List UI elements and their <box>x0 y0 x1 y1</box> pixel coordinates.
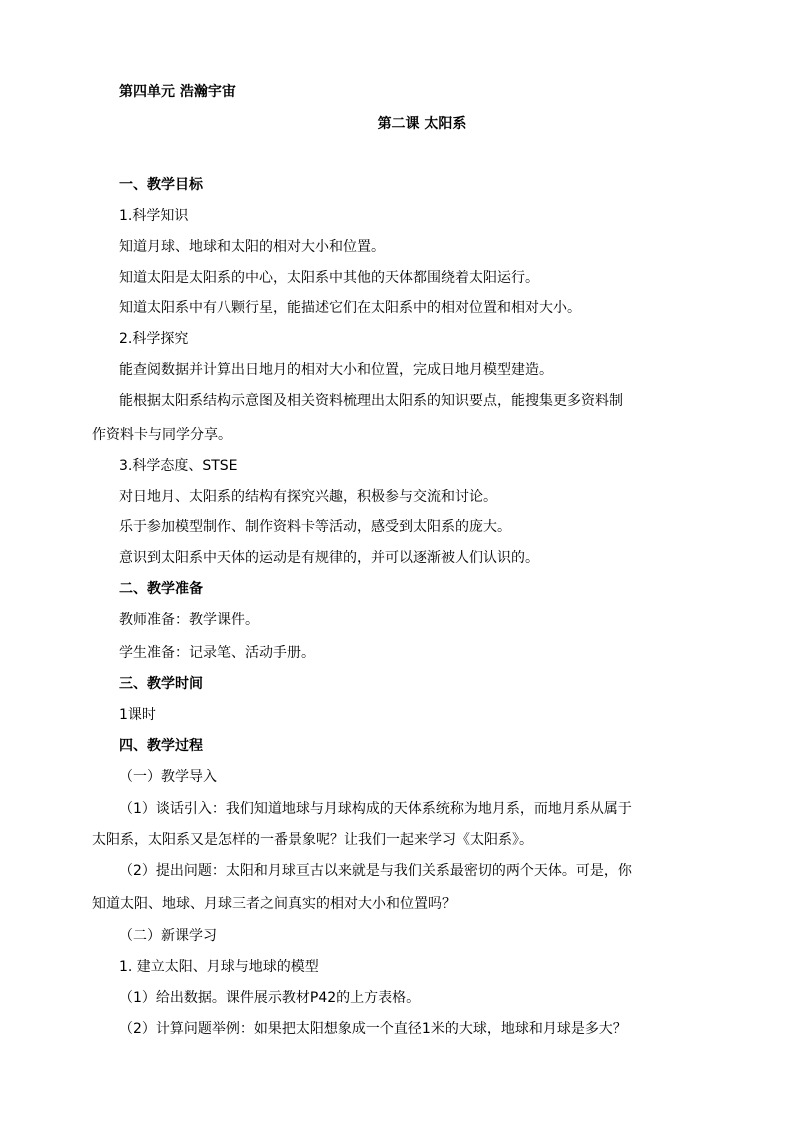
subheading-knowledge: 1.科学知识 <box>119 208 189 224</box>
paragraph: 知道太阳是太阳系的中心，太阳系中其他的天体都围绕着太阳运行。 <box>119 270 539 286</box>
paragraph: （2）计算问题举例：如果把太阳想象成一个直径1米的大球，地球和月球是多大？ <box>119 1021 627 1037</box>
paragraph: 能根据太阳系结构示意图及相关资料梳理出太阳系的知识要点，能搜集更多资料制 <box>119 393 623 409</box>
paragraph: 教师准备：教学课件。 <box>119 612 259 628</box>
subheading-new-lesson: （二）新课学习 <box>119 928 217 944</box>
paragraph: 乐于参加模型制作、制作资料卡等活动，感受到太阳系的庞大。 <box>119 519 511 535</box>
subheading-attitude: 3.科学态度、STSE <box>119 458 238 474</box>
subheading-model: 1. 建立太阳、月球与地球的模型 <box>119 959 319 975</box>
paragraph: 1课时 <box>119 707 156 723</box>
paragraph: 知道月球、地球和太阳的相对大小和位置。 <box>119 239 385 255</box>
paragraph: （1）谈话引入：我们知道地球与月球构成的天体系统称为地月系，而地月系从属于 <box>119 801 632 817</box>
paragraph: 学生准备：记录笔、活动手册。 <box>119 645 315 661</box>
paragraph-continuation: 太阳系，太阳系又是怎样的一番景象呢？让我们一起来学习《太阳系》。 <box>92 832 533 848</box>
paragraph: 知道太阳系中有八颗行星，能描述它们在太阳系中的相对位置和相对大小。 <box>119 300 581 316</box>
section-heading-time: 三、教学时间 <box>119 676 203 692</box>
paragraph: （1）给出数据。课件展示教材P42的上方表格。 <box>119 990 421 1006</box>
paragraph: 能查阅数据并计算出日地月的相对大小和位置，完成日地月模型建造。 <box>119 362 553 378</box>
paragraph: 对日地月、太阳系的结构有探究兴趣，积极参与交流和讨论。 <box>119 489 497 505</box>
paragraph: 意识到太阳系中天体的运动是有规律的，并可以逐渐被人们认识的。 <box>119 550 539 566</box>
section-heading-process: 四、教学过程 <box>119 738 203 754</box>
subheading-intro: （一）教学导入 <box>119 769 217 785</box>
paragraph: （2）提出问题：太阳和月球亘古以来就是与我们关系最密切的两个天体。可是，你 <box>119 863 632 879</box>
lesson-title: 第二课 太阳系 <box>377 116 467 132</box>
paragraph-continuation: 知道太阳、地球、月球三者之间真实的相对大小和位置吗？ <box>92 896 456 912</box>
subheading-inquiry: 2.科学探究 <box>119 331 189 347</box>
section-heading-goals: 一、教学目标 <box>119 177 203 193</box>
unit-title: 第四单元 浩瀚宇宙 <box>119 84 236 100</box>
section-heading-prep: 二、教学准备 <box>119 581 203 597</box>
paragraph-continuation: 作资料卡与同学分享。 <box>92 427 232 443</box>
